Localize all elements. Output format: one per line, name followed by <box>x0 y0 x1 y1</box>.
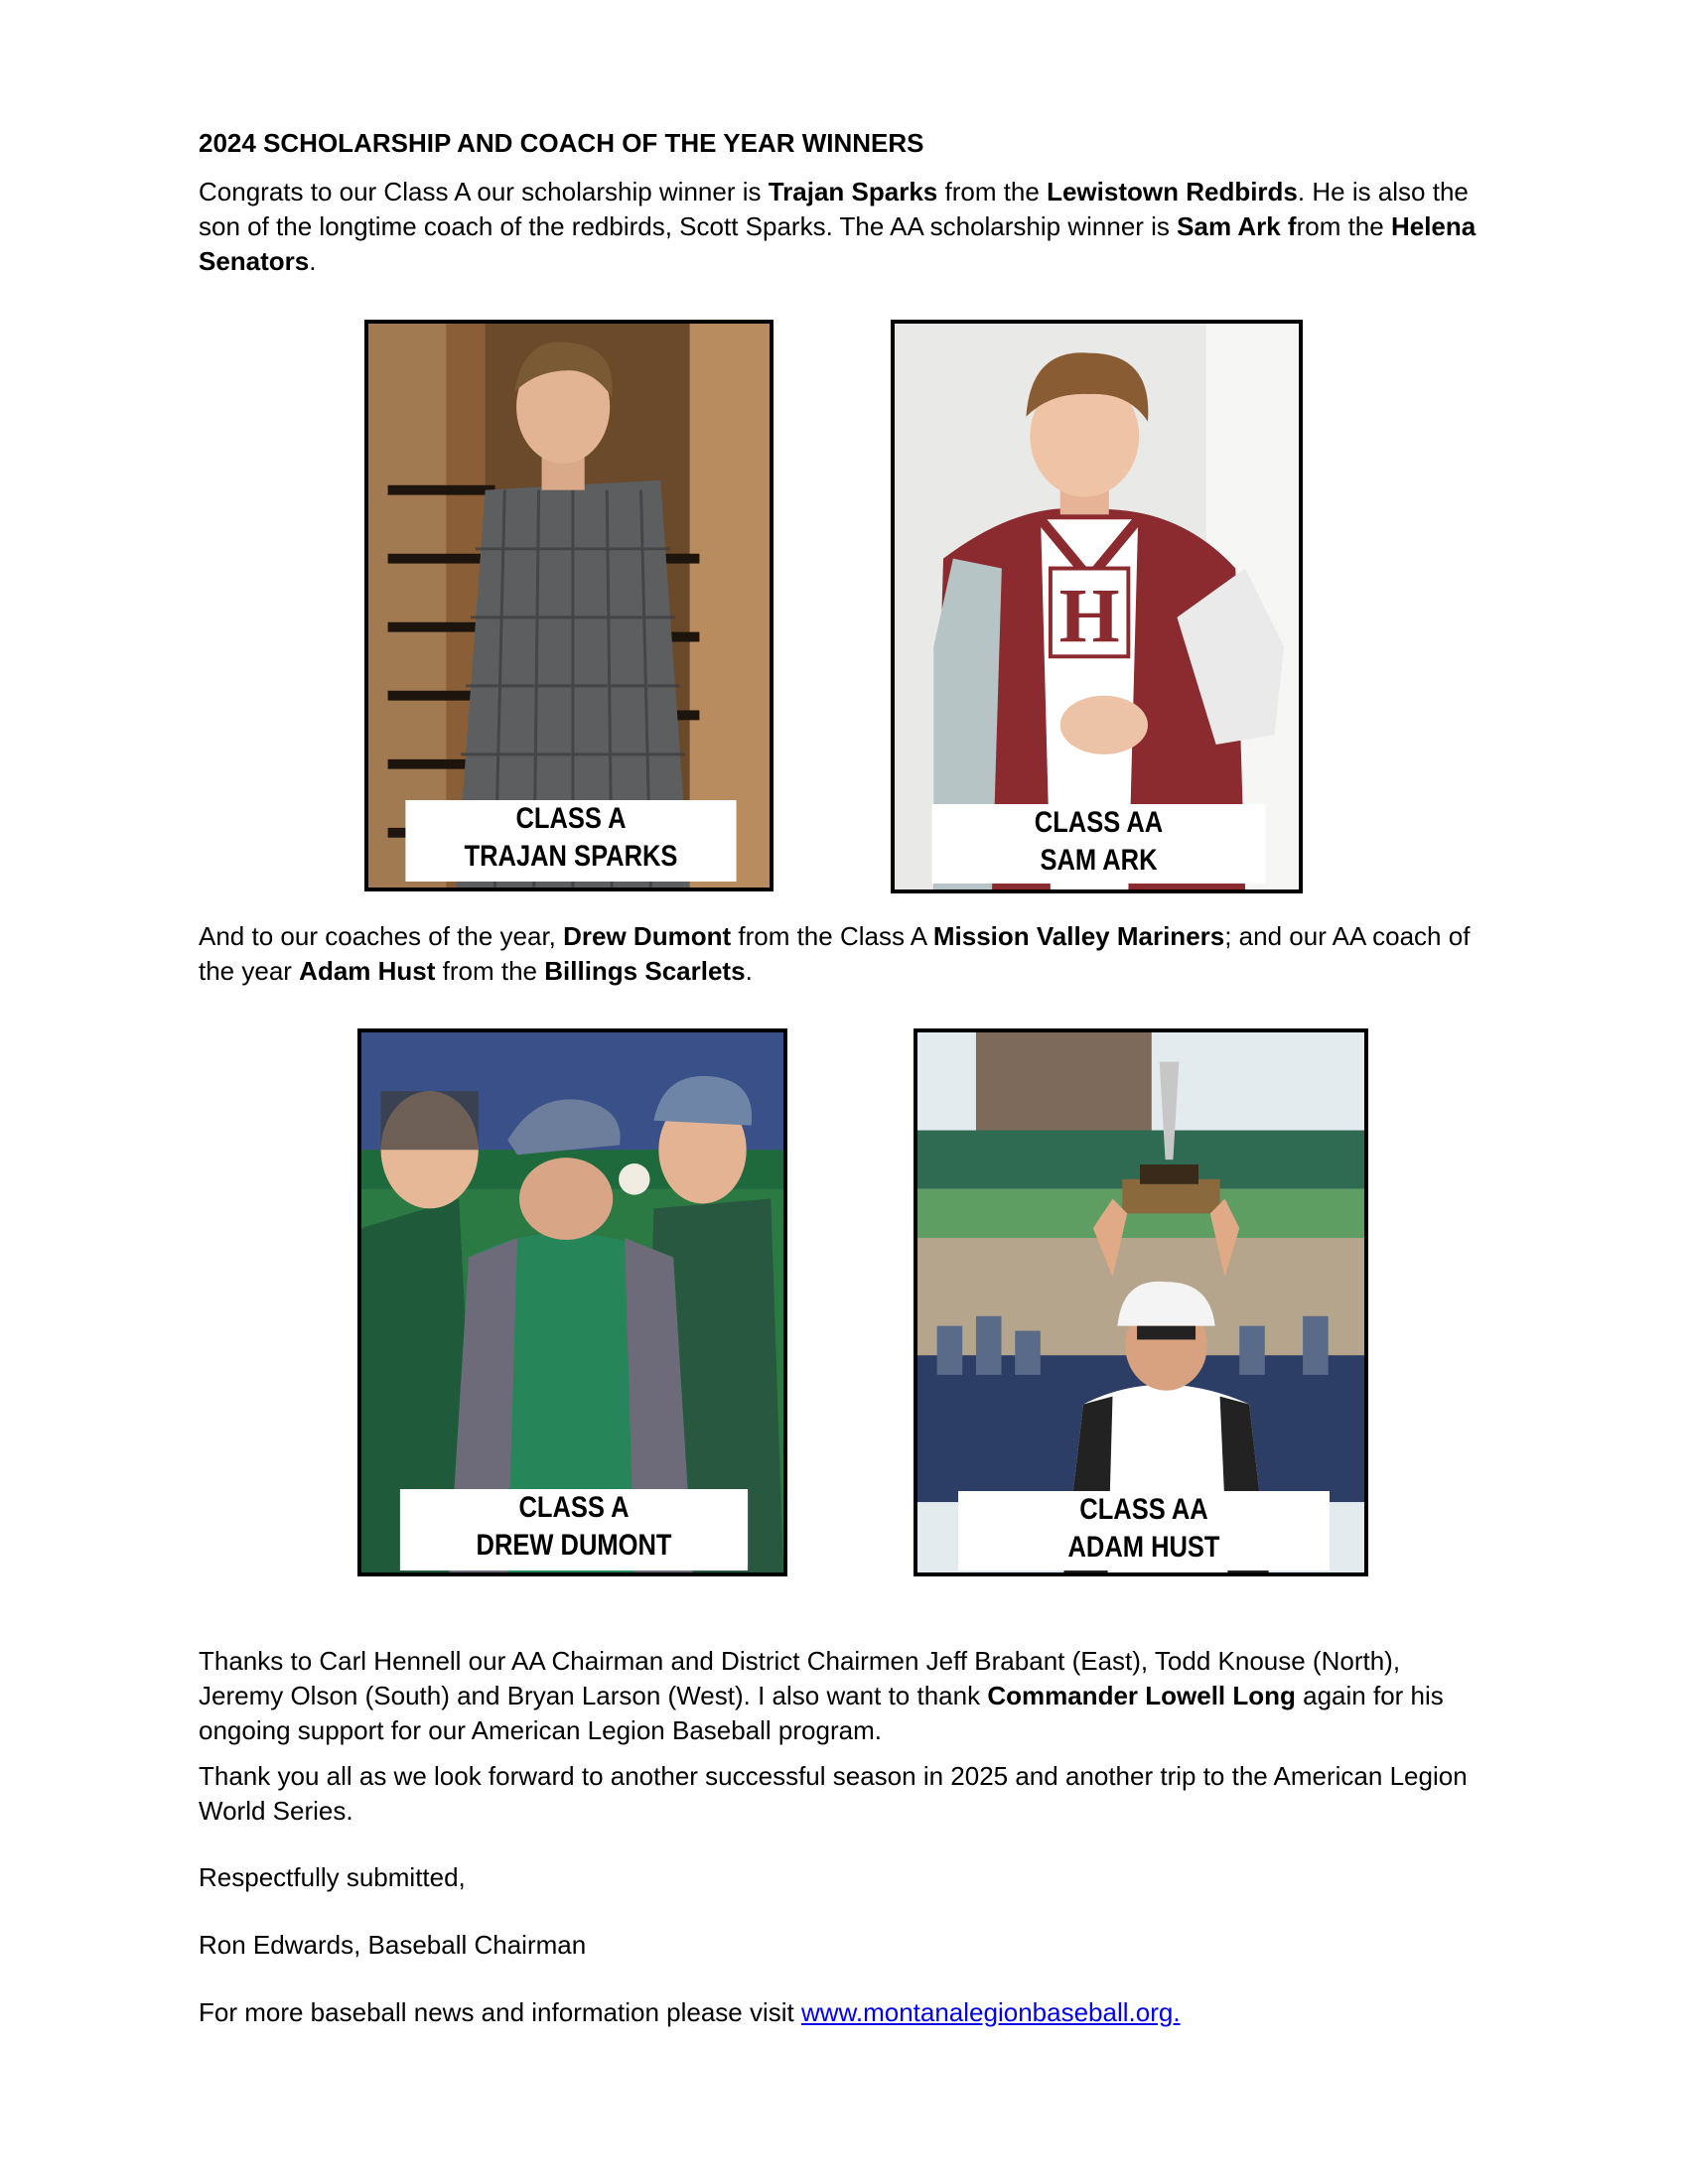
coach-name: Drew Dumont <box>563 921 732 951</box>
coaches-text: from the Class A <box>731 921 933 951</box>
coaches-paragraph-wrapper <box>199 919 1489 989</box>
caption-name: ADAM HUST <box>1067 1531 1220 1564</box>
team-name: Billings Scarlets <box>544 956 746 986</box>
coaches-text: . <box>745 956 753 986</box>
team-name: Mission Valley Mariners <box>932 921 1225 951</box>
caption-name: DREW DUMONT <box>476 1529 672 1562</box>
closing-paragraph: Thank you all as we look forward to another successful season in 2025 and another trip to the American Legion World Series. <box>199 1761 1468 1826</box>
coaches-text: from the <box>435 956 545 986</box>
intro-text: . He is also the son of the longtime coach of the redbirds, Scott Sparks. The AA scholarship winner is <box>199 177 1469 241</box>
footer-wrapper <box>199 1995 1489 2030</box>
caption-class: CLASS A <box>515 802 627 835</box>
photo-adam-hust <box>914 1028 1368 1576</box>
intro-text: Congrats to our Class A our scholarship winner is <box>199 177 769 206</box>
caption-name: TRAJAN SPARKS <box>464 840 678 873</box>
photo-caption <box>405 800 736 882</box>
photo-sam-ark <box>891 320 1303 893</box>
page-title: 2024 SCHOLARSHIP AND COACH OF THE YEAR WINNERS <box>199 128 924 158</box>
footer-text: For more baseball news and information please visit <box>199 1997 801 2027</box>
coaches-text: And to our coaches of the year, <box>199 921 564 951</box>
coaches-text: ; and our AA coach of the year <box>199 921 1471 986</box>
thanks-paragraph <box>199 1644 1489 1748</box>
closing-paragraph-wrapper <box>199 1759 1489 1829</box>
caption-class: CLASS AA <box>1079 1493 1208 1526</box>
caption-class: CLASS A <box>518 1491 630 1524</box>
intro-paragraph <box>199 175 1489 279</box>
website-link[interactable]: www.montanalegionbaseball.org. <box>800 1997 1181 2027</box>
team-name: Helena Senators <box>199 211 1477 276</box>
thanks-text: again for his ongoing support for our American Legion Baseball program. <box>199 1681 1444 1745</box>
photo-drew-dumont <box>357 1028 787 1576</box>
intro-text: . <box>309 246 317 276</box>
photo-caption <box>932 804 1266 884</box>
thanks-text: Thanks to Carl Hennell our AA Chairman and District Chairmen Jeff Brabant (East), Todd Knouse (North), Jeremy Olson (South) and Bryan Larson (West). I also want to thank <box>199 1646 1401 1710</box>
caption-class: CLASS AA <box>1034 806 1164 839</box>
photo-trajan-sparks <box>364 320 774 891</box>
photo-caption <box>958 1491 1330 1570</box>
intro-text: from the <box>937 177 1048 206</box>
signature: Ron Edwards, Baseball Chairman <box>199 1930 587 1960</box>
thanks-paragraph-wrapper <box>199 1644 1489 1748</box>
signoff: Respectfully submitted, <box>199 1862 466 1892</box>
coaches-paragraph <box>199 919 1489 989</box>
coach-name: Adam Hust <box>299 956 436 986</box>
intro-text: rom the <box>1296 211 1391 241</box>
commander-name: Commander Lowell Long <box>987 1681 1296 1710</box>
photo-caption <box>400 1489 748 1570</box>
svg-text:H: H <box>1058 573 1120 660</box>
team-name: Lewistown Redbirds <box>1047 177 1298 206</box>
signature-wrapper <box>199 1928 1489 1963</box>
signoff-wrapper <box>199 1860 1489 1895</box>
caption-name: SAM ARK <box>1040 844 1158 877</box>
winner-name: Sam Ark f <box>1177 211 1297 241</box>
document-body <box>199 127 1489 279</box>
winner-name: Trajan Sparks <box>768 177 938 206</box>
footer-paragraph <box>199 1995 1489 2030</box>
